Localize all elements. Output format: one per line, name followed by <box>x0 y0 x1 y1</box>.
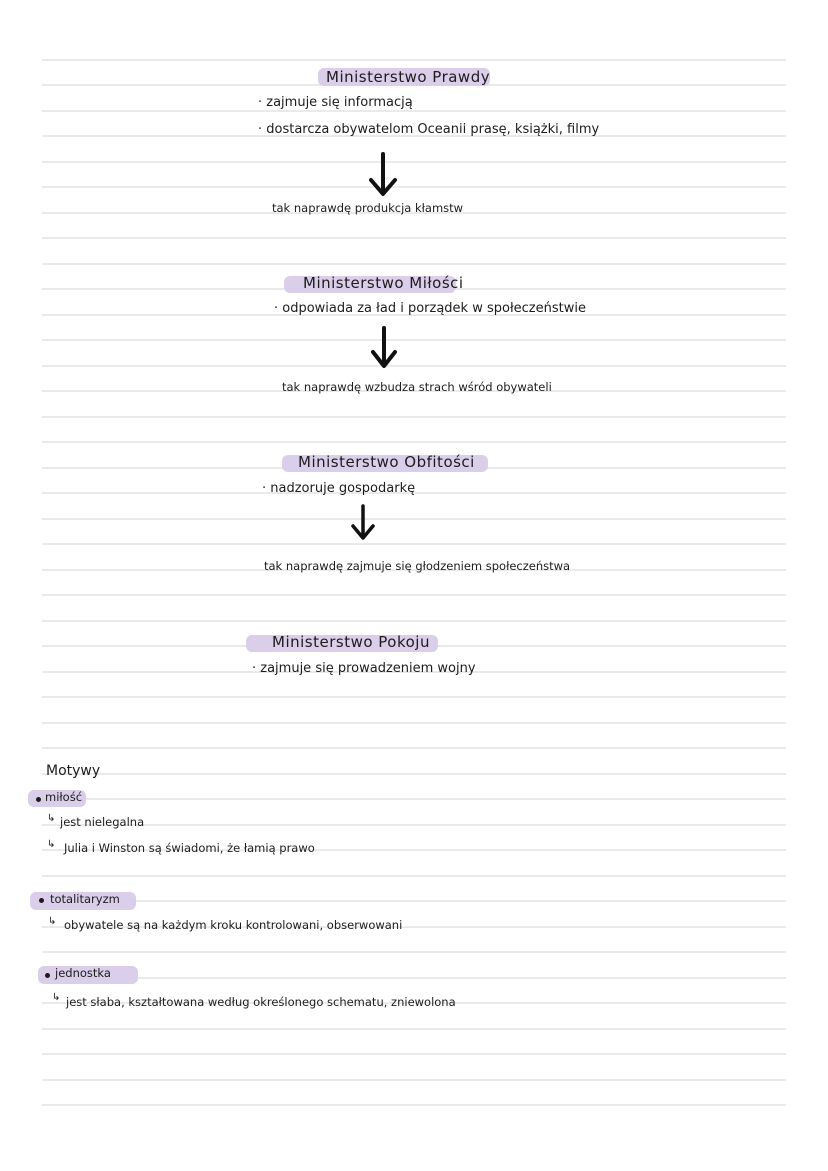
arrow-hook-icon: ↳ <box>48 916 57 927</box>
section-point: · zajmuje się informacją <box>258 95 413 110</box>
section-truth: tak naprawdę produkcja kłamstw <box>272 201 464 215</box>
point-text: nadzoruje gospodarkę <box>270 481 416 496</box>
section-point: · odpowiada za ład i porządek w społeczeństwie <box>274 301 586 316</box>
section-truth: tak naprawdę zajmuje się głodzeniem społeczeństwa <box>264 559 571 573</box>
section-point: · dostarcza obywatelom Oceanii prasę, książki, filmy <box>258 122 600 137</box>
section-title: Ministerstwo Obfitości <box>298 453 475 471</box>
arrow-hook-icon: ↳ <box>47 813 56 824</box>
motif-label: totalitaryzm <box>50 892 120 906</box>
bullet-icon <box>45 973 50 978</box>
point-text: zajmuje się prowadzeniem wojny <box>260 661 476 676</box>
section-title: Ministerstwo Pokoju <box>272 633 430 651</box>
point-text: odpowiada za ład i porządek w społeczeństwie <box>282 301 586 316</box>
motif-note: obywatele są na każdym kroku kontrolowani, obserwowani <box>64 918 403 932</box>
section-point: · nadzoruje gospodarkę <box>262 481 416 496</box>
point-text: dostarcza obywatelom Oceanii prasę, książki, filmy <box>266 122 600 137</box>
arrow-hook-icon: ↳ <box>52 992 61 1003</box>
point-text: zajmuje się informacją <box>266 95 413 110</box>
section-point: · zajmuje się prowadzeniem wojny <box>252 661 476 676</box>
section-title: Ministerstwo Prawdy <box>326 68 491 86</box>
section-title: Ministerstwo Miłości <box>303 274 464 292</box>
motif-note: Julia i Winston są świadomi, że łamią prawo <box>64 841 315 855</box>
arrow-down-icon <box>348 504 378 542</box>
bullet-icon <box>39 898 44 903</box>
motifs-heading: Motywy <box>46 763 101 779</box>
arrow-down-icon <box>366 152 400 198</box>
motif-note: jest słaba, kształtowana według określonego schematu, zniewolona <box>66 995 456 1009</box>
arrow-hook-icon: ↳ <box>47 839 56 850</box>
section-truth: tak naprawdę wzbudza strach wśród obywateli <box>282 380 552 394</box>
motif-label: jednostka <box>55 966 111 980</box>
bullet-icon <box>36 797 41 802</box>
motif-note: jest nielegalna <box>60 815 145 829</box>
arrow-down-icon <box>368 326 400 370</box>
motif-label: miłość <box>45 790 83 804</box>
